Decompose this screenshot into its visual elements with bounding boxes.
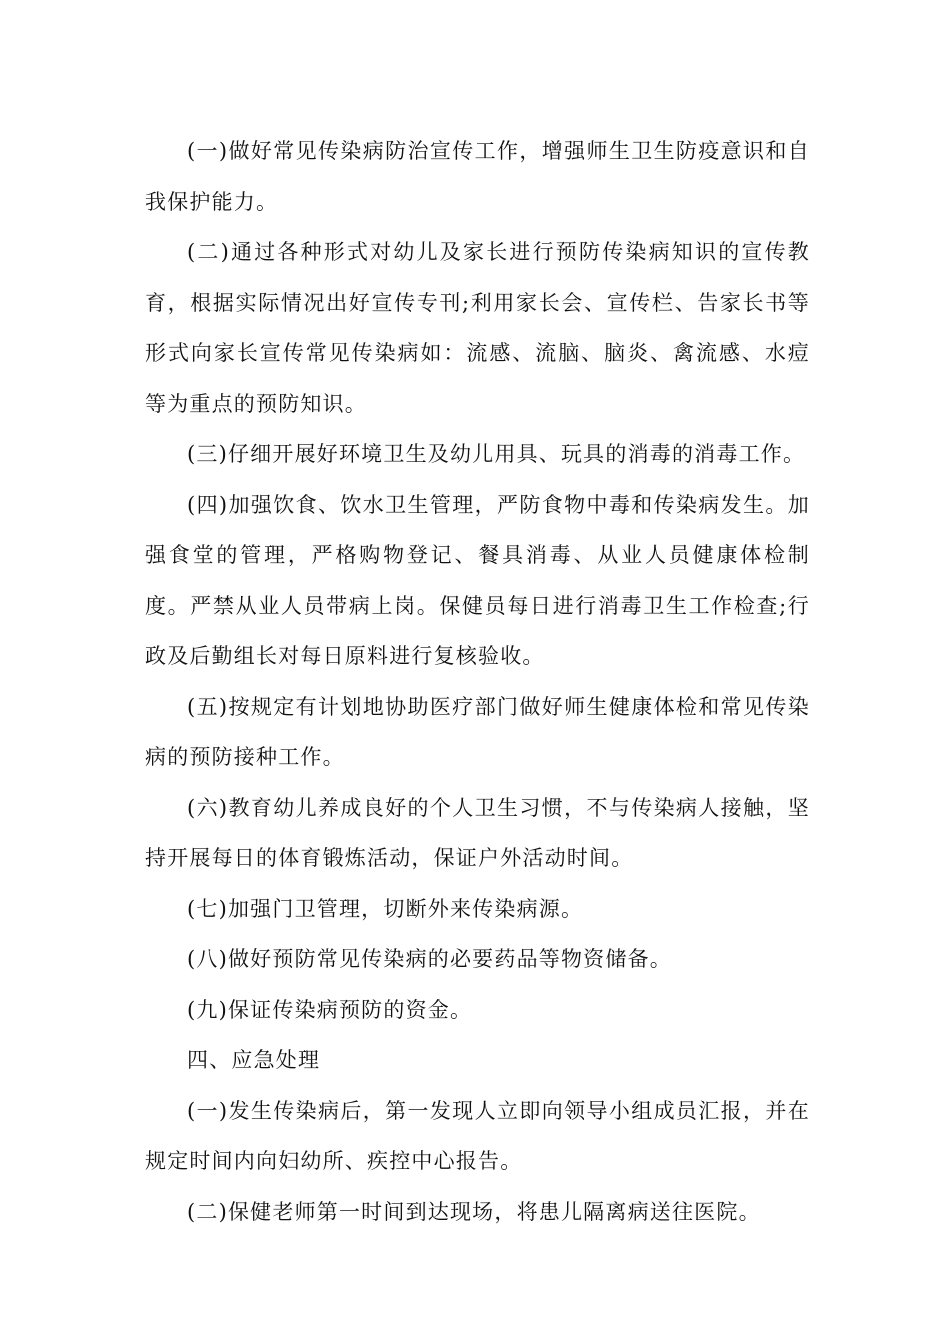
document-body bbox=[145, 126, 810, 1237]
paragraph-isolation: (二)保健老师第一时间到达现场，将患儿隔离病送往医院。 bbox=[187, 1199, 761, 1224]
paragraph-funding: (九)保证传染病预防的资金。 bbox=[187, 997, 473, 1022]
paragraph-food-safety: (四)加强饮食、饮水卫生管理，严防食物中毒和传染病发生。加强食堂的管理，严格购物登记、餐具消毒、从业人员健康体检制度。严禁从业人员带病上岗。保健员每日进行消毒卫生工作检查;行政及后勤组长对每日原料进行复核验收。 bbox=[145, 492, 810, 668]
paragraph-parent-education: (二)通过各种形式对幼儿及家长进行预防传染病知识的宣传教育，根据实际情况出好宣传专刊;利用家长会、宣传栏、告家长书等形式向家长宣传常见传染病如：流感、流脑、脑炎、禽流感、水痘等为重点的预防知识。 bbox=[145, 240, 810, 416]
paragraph-health-check: (五)按规定有计划地协助医疗部门做好师生健康体检和常见传染病的预防接种工作。 bbox=[145, 694, 810, 769]
paragraph-disinfection: (三)仔细开展好环境卫生及幼儿用具、玩具的消毒的消毒工作。 bbox=[187, 442, 806, 466]
paragraph-publicity: (一)做好常见传染病防治宣传工作，增强师生卫生防疫意识和自我保护能力。 bbox=[145, 139, 810, 214]
paragraph-report: (一)发生传染病后，第一发现人立即向领导小组成员汇报，并在规定时间内向妇幼所、疾控中心报告。 bbox=[145, 1098, 810, 1173]
paragraph-gate-management: (七)加强门卫管理，切断外来传染病源。 bbox=[187, 896, 584, 921]
paragraph-supplies: (八)做好预防常见传染病的必要药品等物资储备。 bbox=[187, 947, 672, 971]
paragraph-hygiene-habits: (六)教育幼儿养成良好的个人卫生习惯，不与传染病人接触，坚持开展每日的体育锻炼活动，保证户外活动时间。 bbox=[145, 795, 810, 870]
section-heading-emergency: 四、应急处理 bbox=[187, 1048, 321, 1072]
